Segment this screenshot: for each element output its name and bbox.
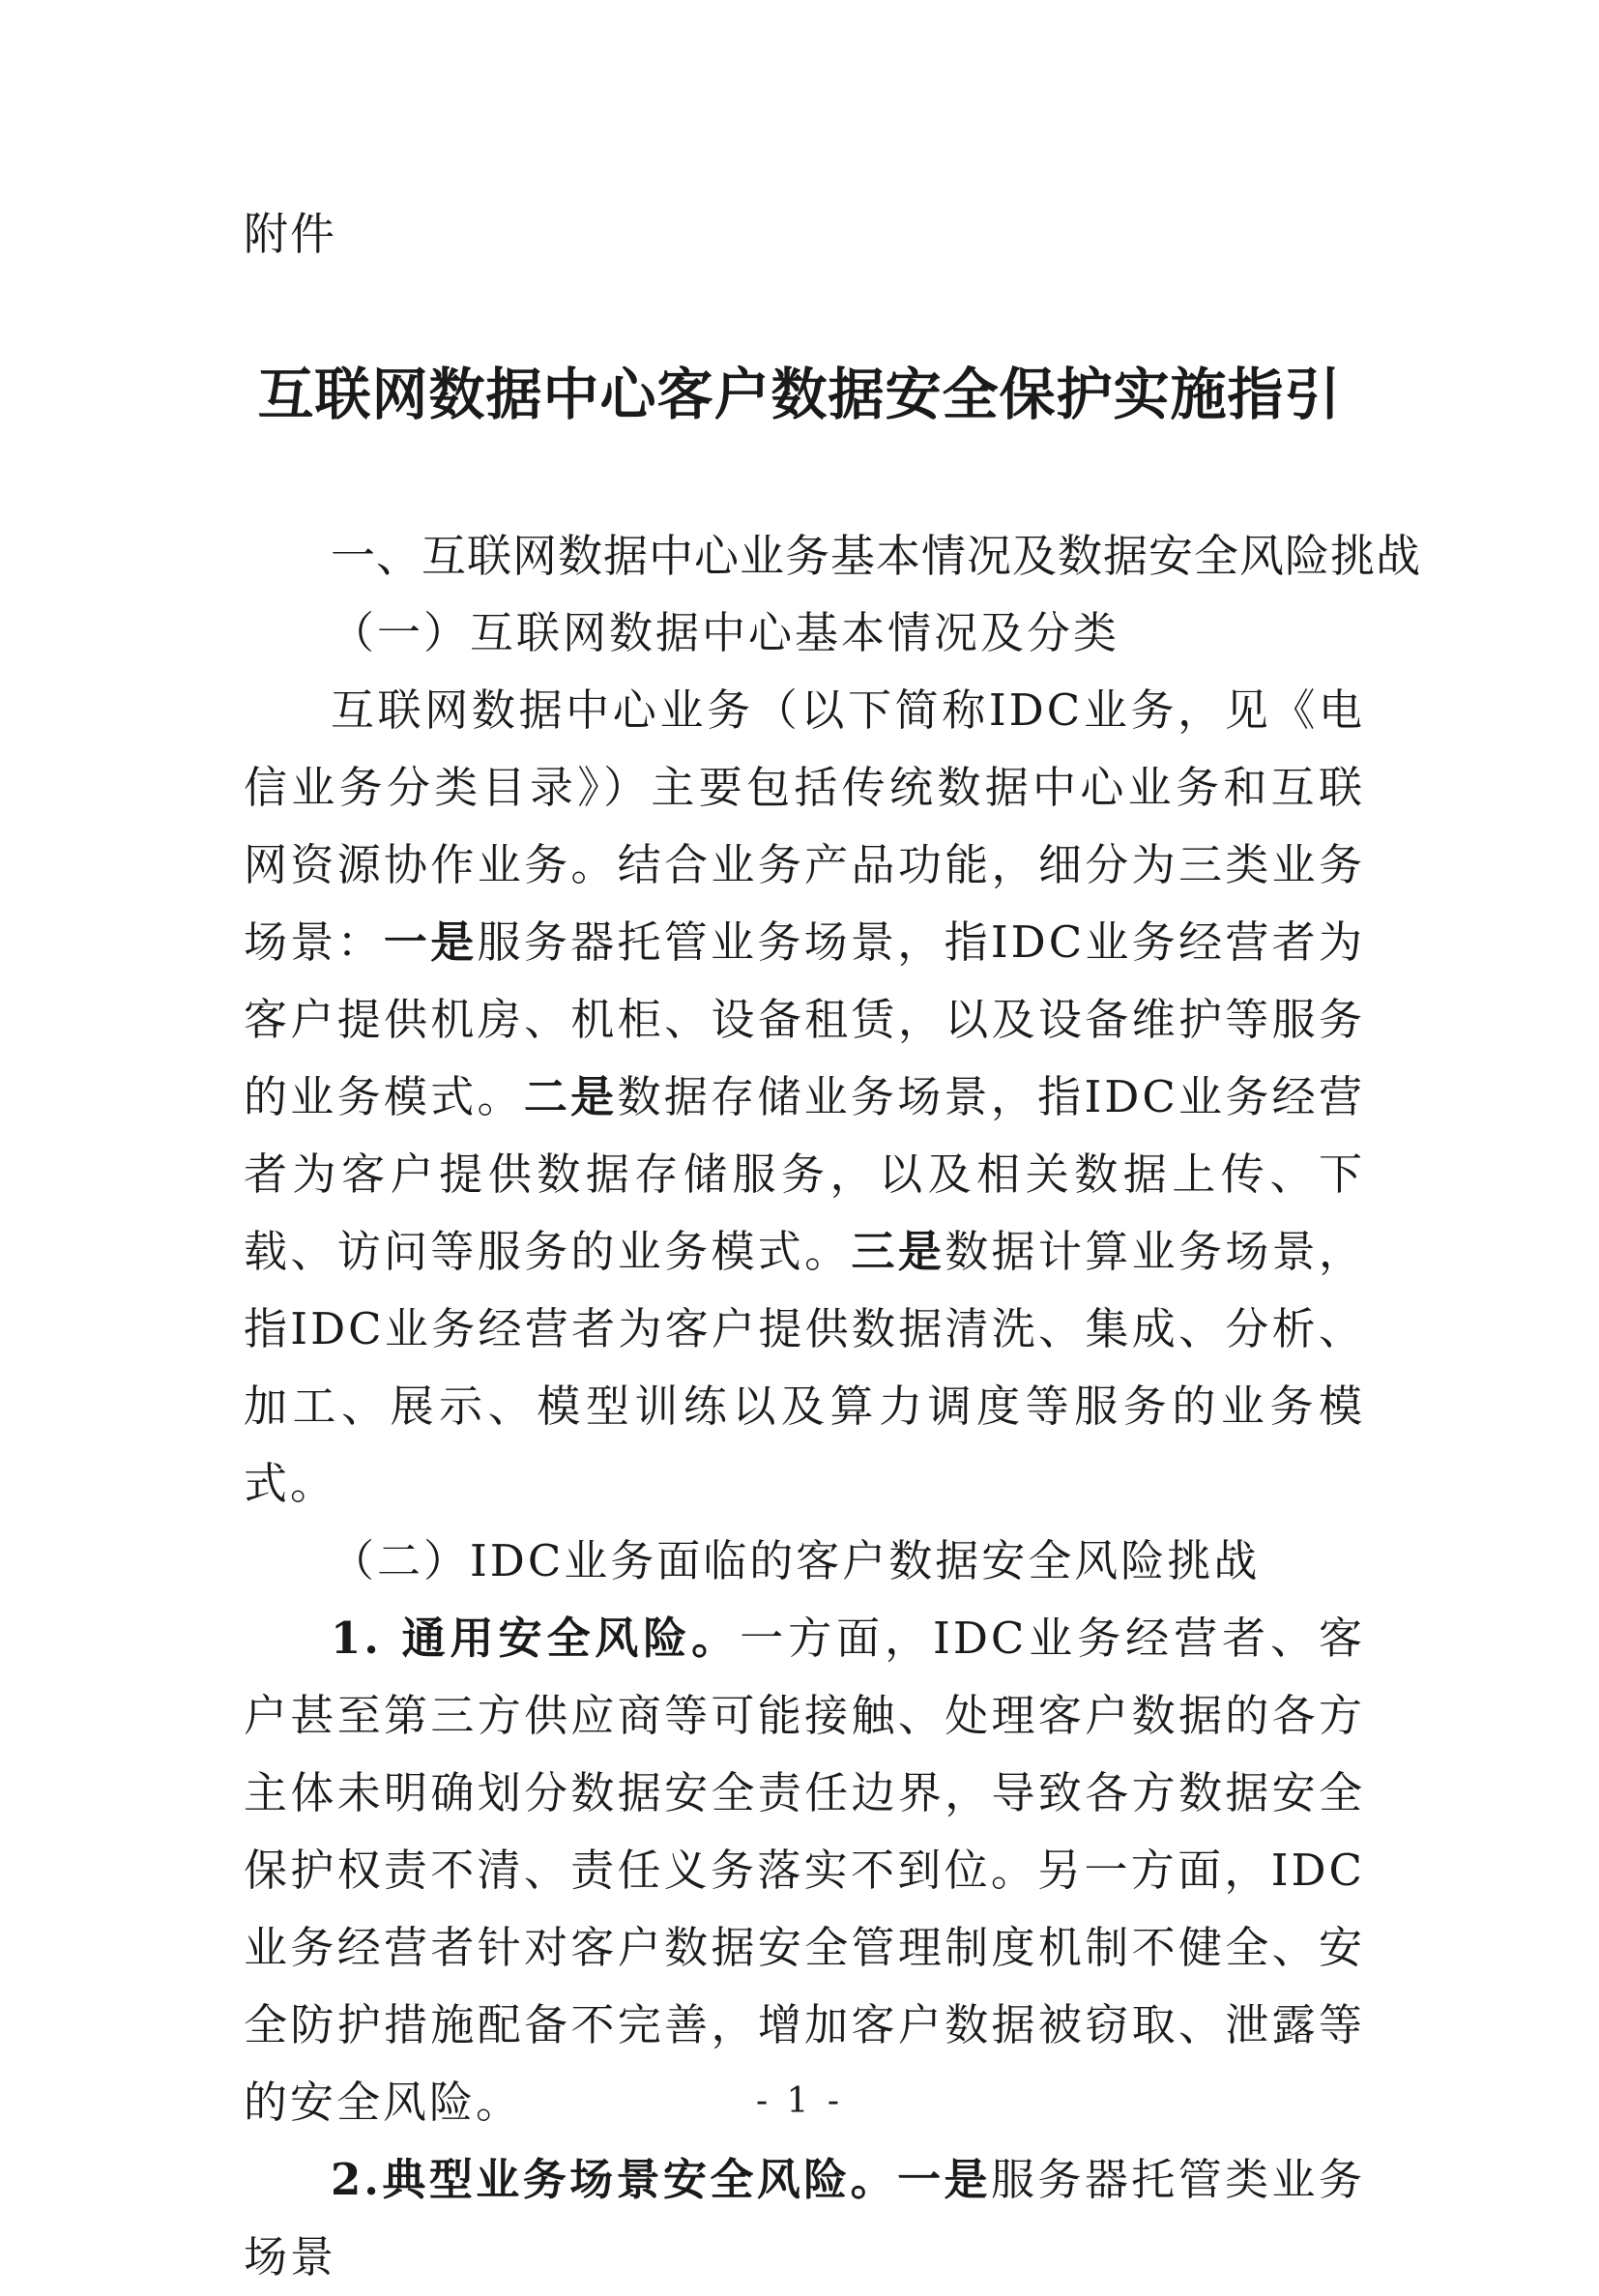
paragraph-1-text-3: 数据存储业务场景，指IDC业务经营者为客户提供数据存储服务，以及相关数据上传、下载、访问等服务的业务模式。 (244, 1071, 1365, 1277)
paragraph-1-bold-3: 三是 (851, 1226, 945, 1277)
paragraph-2 (244, 1600, 1365, 2141)
document-title: 互联网数据中心客户数据安全保护实施指引 (257, 362, 1342, 427)
paragraph-3-text-1: 服务器托管类业务场景 (244, 2154, 1365, 2282)
paragraph-1-text-2: 服务器托管业务场景，指IDC业务经营者为客户提供机房、机柜、设备租赁，以及设备维护等服务的业务模式。 (244, 916, 1365, 1122)
paragraph-1-bold-1: 一是 (383, 916, 478, 968)
paragraph-2-bold-1: 1. 通用安全风险。 (331, 1613, 741, 1664)
paragraph-2-text-1: 一方面，IDC业务经营者、客户甚至第三方供应商等可能接触、处理客户数据的各方主体未明确划分数据安全责任边界，导致各方数据安全保护权责不清、责任义务落实不到位。另一方面，IDC业务经营者针对客户数据安全管理制度机制不健全、安全防护措施配备不完善，增加客户数据被窃取、泄露等的安全风险。 (244, 1613, 1365, 2128)
paragraph-1-text-1: 互联网数据中心业务（以下简称IDC业务，见《电信业务分类目录》）主要包括传统数据中心业务和互联网资源协作业务。结合业务产品功能，细分为三类业务场景： (244, 684, 1365, 968)
paragraph-3 (244, 2141, 1365, 2296)
paragraph-3-bold-1: 2.典型业务场景安全风险。 (331, 2154, 898, 2205)
attachment-label: 附件 (244, 208, 336, 260)
paragraph-1-text-4: 数据计算业务场景，指IDC业务经营者为客户提供数据清洗、集成、分析、加工、展示、模型训练以及算力调度等服务的业务模式。 (244, 1226, 1365, 1509)
page-number: - 1 - (755, 2081, 844, 2121)
subsection-2-heading: （二）IDC业务面临的客户数据安全风险挑战 (331, 1535, 1261, 1586)
subsection-1-heading: （一）互联网数据中心基本情况及分类 (331, 607, 1120, 658)
section-1-heading: 一、互联网数据中心业务基本情况及数据安全风险挑战 (331, 530, 1421, 582)
document-body (244, 517, 1421, 2296)
paragraph-3-bold-2: 一是 (897, 2154, 991, 2205)
paragraph-1 (244, 672, 1365, 1523)
paragraph-1-bold-2: 二是 (523, 1071, 618, 1122)
